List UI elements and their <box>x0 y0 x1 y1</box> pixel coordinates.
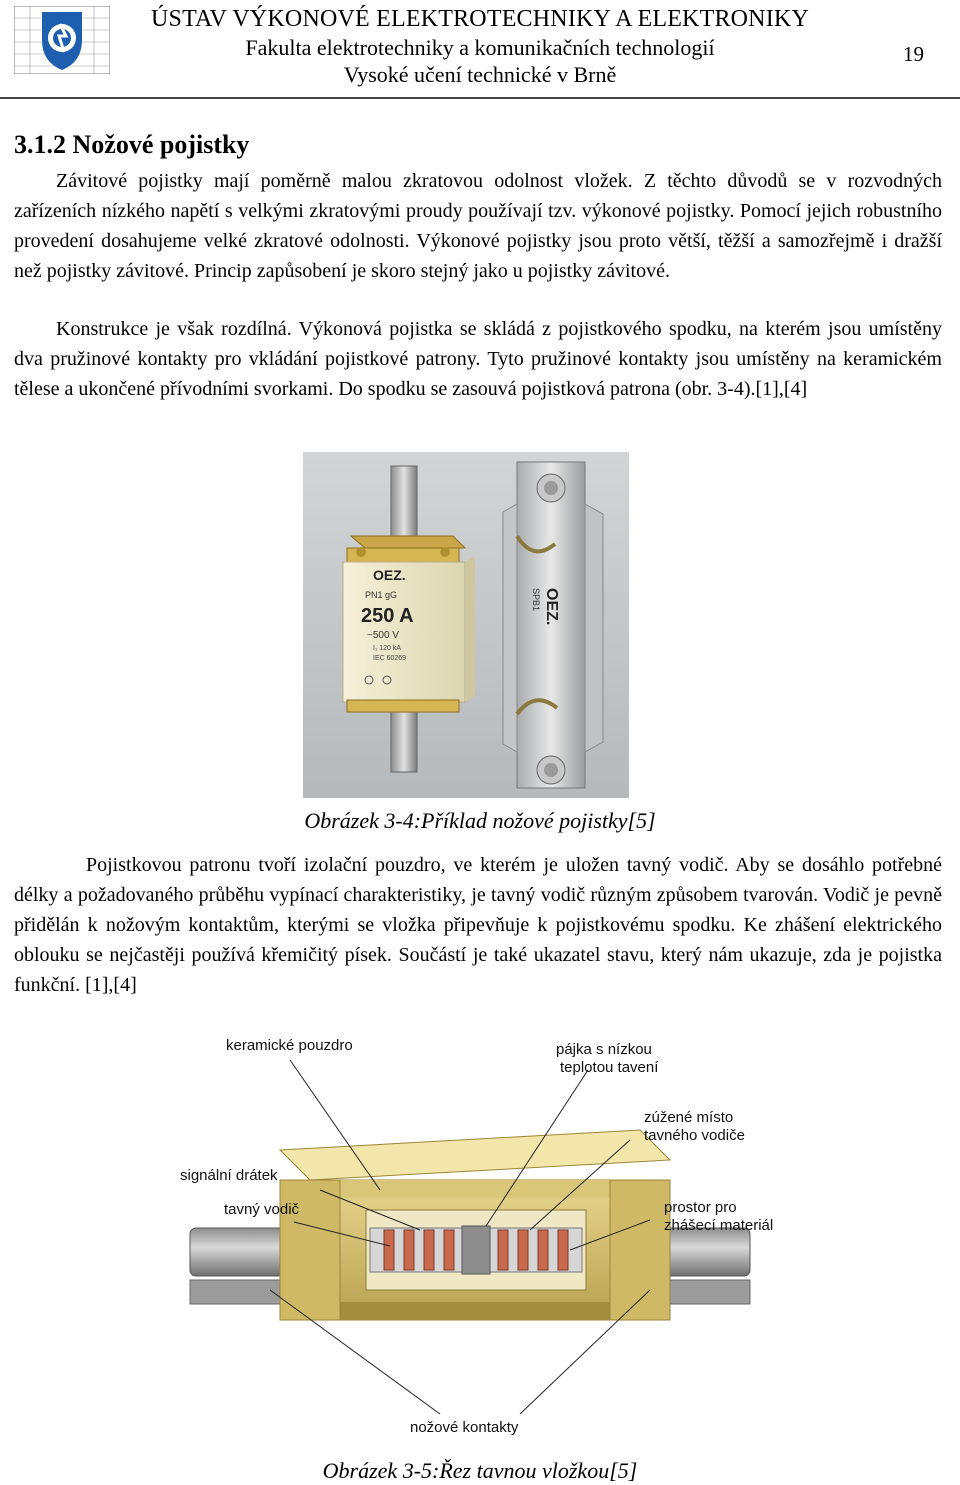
base-brand: OEZ. <box>543 588 560 626</box>
page-header <box>0 0 960 100</box>
label-solder-line1: pájka s nízkou <box>556 1041 652 1058</box>
fuse-cutaway-diagram <box>170 1030 790 1450</box>
label-knife-contacts: nožové kontakty <box>410 1419 519 1436</box>
header-divider <box>0 97 960 99</box>
label-fuse-wire: tavný vodič <box>224 1201 300 1218</box>
figure-caption-2: Obrázek 3-5:Řez tavnou vložkou[5] <box>322 1458 638 1483</box>
label-signal-wire: signální drátek <box>180 1167 278 1184</box>
page-number: 19 <box>903 42 924 66</box>
knife-fuse-photo <box>303 452 629 798</box>
fuse-current: 250 A <box>361 605 414 627</box>
university-name: Vysoké učení technické v Brně <box>343 62 617 87</box>
paragraph-1-text: Závitové pojistky mají poměrně malou zkratovou odolnost vložek. Z těchto důvodů se v rozvodných zařízeních nízkého napětí s velkými zkratovými proudy používají tzv. výkonové pojistky. Pomocí jejich robustního provedení dosahujeme velké zkratové odolnosti. Výkonové pojistky jsou proto větší, těžší a samozřejmě i dražší než pojistky závitové. Princip zapůsobení je skoro stejný jako u pojistky závitové. <box>14 170 942 282</box>
fuse-breaking: I₁ 120 kA <box>373 645 402 652</box>
label-ceramic-housing: keramické pouzdro <box>226 1037 353 1054</box>
paragraph-3 <box>14 850 942 1000</box>
section-title: 3.1.2 Nožové pojistky <box>14 130 250 159</box>
figure-caption-1: Obrázek 3-4:Příklad nožové pojistky[5] <box>304 808 656 833</box>
paragraph-3-text: Pojistkovou patronu tvoří izolační pouzdro, ve kterém je uložen tavný vodič. Aby se dosáhlo potřebné délky a požadovaného průběhu vypínací charakteristiky, je tavný vodič různým způsobem tvarován. Vodič je pevně přidělán k nožovým kontaktům, kterými se vložka připevňuje k pojistkovému spodku. Ke zhášení elektrického oblouku se nejčastěji používá křemičitý písek. Součástí je také ukazatel stavu, který nám ukazuje, zda je pojistka funkční. [1],[4] <box>14 854 942 996</box>
label-solder-line2: teplotou tavení <box>560 1059 659 1076</box>
fuse-voltage: ~500 V <box>367 630 399 641</box>
paragraph-2 <box>14 314 942 404</box>
faculty-name: Fakulta elektrotechniky a komunikačních technologií <box>245 35 715 60</box>
fuse-type: PN1 gG <box>365 590 398 600</box>
university-logo-icon <box>14 6 110 74</box>
fuse-brand: OEZ. <box>373 567 406 583</box>
paragraph-2-text: Konstrukce je však rozdílná. Výkonová pojistka se skládá z pojistkového spodku, na kterém jsou umístěny dva pružinové kontakty pro vkládání pojistkové patrony. Tyto pružinové kontakty jsou umístěny na keramickém tělese a ukončené přívodními svorkami. Do spodku se zasouvá pojistková patrona (obr. 3-4).[1],[4] <box>14 318 942 400</box>
paragraph-1 <box>14 166 942 286</box>
fuse-standard: IEC 60269 <box>373 655 407 662</box>
fuse-element <box>370 1226 582 1274</box>
institute-name: ÚSTAV VÝKONOVÉ ELEKTROTECHNIKY A ELEKTRONIKY <box>151 6 809 32</box>
label-quench-line1: prostor pro <box>664 1199 737 1216</box>
label-quench-line2: zhášecí materiál <box>664 1217 774 1234</box>
label-narrowed-line1: zúžené místo <box>644 1109 734 1126</box>
base-type: SPB1 <box>531 588 541 612</box>
header-text <box>150 4 810 88</box>
ceramic-housing <box>280 1130 670 1320</box>
label-narrowed-line2: tavného vodiče <box>644 1127 745 1144</box>
fuse-base <box>503 462 603 788</box>
